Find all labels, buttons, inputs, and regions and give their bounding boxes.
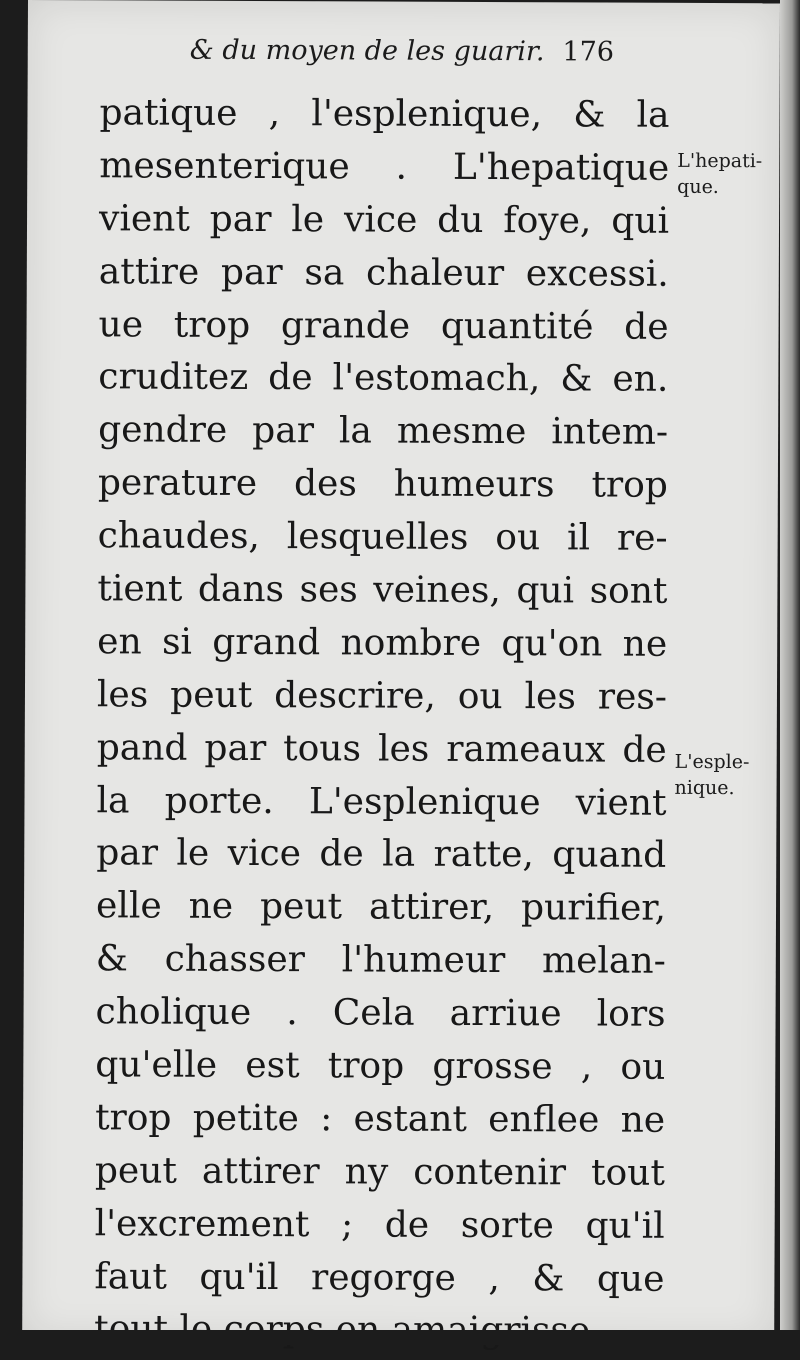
text-line: cholique . Cela arriue lors	[95, 991, 666, 1035]
margin-note-hepatique	[677, 148, 762, 200]
text-line: gendre par la mesme intem-	[98, 409, 669, 454]
text-line: trop petite : estant enflee ne	[95, 1097, 666, 1141]
text-line: patique , l'esplenique, & la	[99, 92, 670, 136]
book-page	[22, 0, 780, 1341]
page-number: 176	[562, 36, 615, 68]
page-edge-shadow	[780, 0, 800, 1345]
text-line: chaudes, lesquelles ou il re-	[97, 515, 668, 559]
scan-border	[0, 1330, 800, 1345]
text-line: qu'elle est trop grosse , ou	[95, 1044, 666, 1088]
text-line: pand par tous les rameaux de	[96, 726, 667, 771]
text-line: & chasser l'humeur melan-	[95, 938, 666, 983]
page-header	[190, 35, 614, 68]
text-line: peut attirer ny contenir tout	[94, 1150, 665, 1194]
margin-note-line: L'esple-	[674, 750, 750, 774]
text-line: elle ne peut attirer, purifier,	[95, 885, 667, 930]
text-line: ue trop grande quantité de	[98, 303, 669, 348]
running-title: & du moyen de les guarir.	[189, 34, 545, 68]
text-line: tient dans ses veines, qui sont	[97, 568, 668, 612]
margin-note-line: L'hepati-	[677, 149, 763, 173]
text-line: la porte. L'esplenique vient	[96, 779, 667, 824]
text-line: par le vice de la ratte, quand	[96, 832, 667, 877]
text-line: mesenterique . L'hepatique	[99, 145, 670, 189]
text-line: perature des humeurs trop	[97, 462, 668, 507]
margin-note-line: que.	[677, 175, 719, 199]
text-line: faut qu'il regorge , & que	[94, 1255, 665, 1300]
body-text	[94, 87, 670, 1359]
text-line: les peut descrire, ou les res-	[96, 674, 668, 718]
text-line: attire par sa chaleur excessi.	[98, 250, 669, 295]
text-line: vient par le vice du foye, qui	[98, 198, 670, 242]
text-line: cruditez de l'estomach, & en.	[98, 356, 669, 401]
margin-note-line: nique.	[674, 776, 735, 800]
margin-note-esplenique	[675, 749, 750, 801]
text-line: en si grand nombre qu'on ne	[97, 621, 668, 665]
text-line: l'excrement ; de sorte qu'il	[94, 1203, 665, 1247]
